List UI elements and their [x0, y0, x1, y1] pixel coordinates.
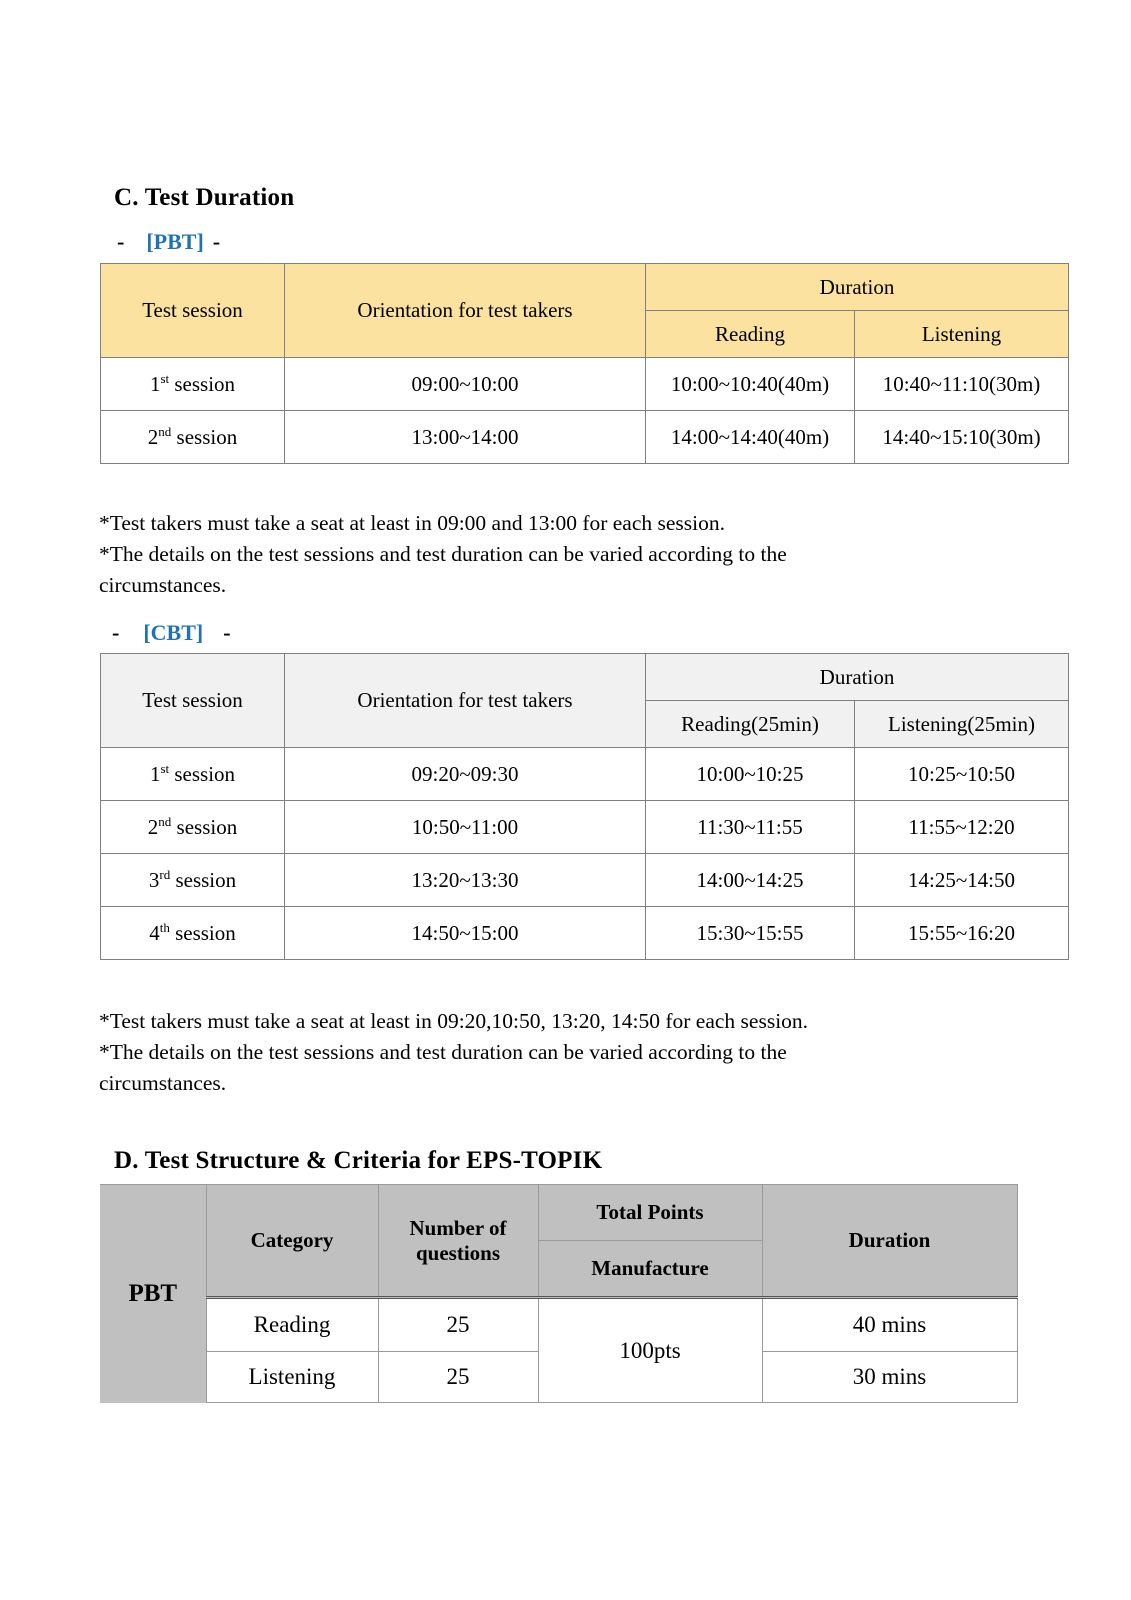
session-number: 2	[147, 814, 159, 839]
session-suffix: session	[171, 424, 238, 449]
cell-orientation: 14:50~15:00	[285, 907, 646, 960]
cell-session	[101, 411, 285, 464]
cell-duration: 40 mins	[762, 1298, 1017, 1352]
header-total-points: Total Points	[538, 1185, 762, 1241]
session-suffix: session	[171, 814, 238, 839]
table-row	[101, 854, 1069, 907]
cbt-tag: [CBT]	[143, 620, 204, 645]
cell-listening: 15:55~16:20	[855, 907, 1069, 960]
header-orientation: Orientation for test takers	[285, 654, 646, 748]
structure-criteria-table	[100, 1184, 1018, 1403]
pbt-schedule-table	[100, 263, 1069, 464]
pbt-label	[117, 229, 220, 255]
cell-session	[101, 907, 285, 960]
table-row	[101, 801, 1069, 854]
cell-category: Listening	[206, 1352, 378, 1403]
session-suffix: session	[170, 867, 237, 892]
cell-questions: 25	[378, 1298, 538, 1352]
cbt-dash-left: -	[112, 620, 120, 645]
cell-reading: 10:00~10:40(40m)	[646, 358, 855, 411]
cbt-schedule-table	[100, 653, 1069, 960]
header-reading: Reading	[646, 311, 855, 358]
session-suffix: session	[169, 920, 236, 945]
cell-session	[101, 748, 285, 801]
header-test-session: Test session	[101, 654, 285, 748]
cell-listening: 10:40~11:10(30m)	[855, 358, 1069, 411]
cell-listening: 14:25~14:50	[855, 854, 1069, 907]
cell-reading: 15:30~15:55	[646, 907, 855, 960]
header-number-of-questions	[378, 1185, 538, 1298]
header-duration: Duration	[762, 1185, 1017, 1298]
cell-orientation: 09:00~10:00	[285, 358, 646, 411]
cell-reading: 14:00~14:40(40m)	[646, 411, 855, 464]
table-row	[101, 358, 1069, 411]
cbt-note-line-1: *Test takers must take a seat at least in 09:20,10:50, 13:20, 14:50 for each session.	[99, 1009, 809, 1033]
header-reading: Reading(25min)	[646, 701, 855, 748]
cbt-note-line-2: *The details on the test sessions and test duration can be varied according to the	[99, 1040, 787, 1064]
session-ordinal: rd	[159, 866, 171, 882]
header-duration: Duration	[646, 654, 1069, 701]
header-manufacture: Manufacture	[538, 1241, 762, 1298]
header-category-label: Category	[250, 1228, 334, 1252]
pbt-note-line-2: *The details on the test sessions and test duration can be varied according to the	[99, 542, 787, 566]
session-ordinal: st	[160, 370, 170, 386]
cell-total-points: 100pts	[538, 1298, 762, 1403]
cell-orientation: 13:00~14:00	[285, 411, 646, 464]
session-ordinal: nd	[158, 813, 172, 829]
table-row	[101, 411, 1069, 464]
cell-reading: 14:00~14:25	[646, 854, 855, 907]
table-row	[101, 748, 1069, 801]
cell-orientation: 13:20~13:30	[285, 854, 646, 907]
cell-orientation: 10:50~11:00	[285, 801, 646, 854]
cell-session	[101, 358, 285, 411]
pbt-dash-left: -	[117, 229, 125, 254]
header-listening: Listening(25min)	[855, 701, 1069, 748]
cell-orientation: 09:20~09:30	[285, 748, 646, 801]
session-number: 1	[149, 371, 161, 396]
header-orientation: Orientation for test takers	[285, 264, 646, 358]
session-suffix: session	[169, 371, 236, 396]
cell-questions: 25	[378, 1352, 538, 1403]
pbt-note-line-1: *Test takers must take a seat at least in 09:00 and 13:00 for each session.	[99, 511, 726, 535]
session-number: 2	[147, 424, 159, 449]
session-ordinal: st	[160, 760, 170, 776]
session-ordinal: nd	[158, 423, 172, 439]
cbt-note-line-3: circumstances.	[99, 1071, 227, 1095]
header-listening: Listening	[855, 311, 1069, 358]
session-suffix: session	[169, 761, 236, 786]
pbt-tag: [PBT]	[146, 229, 204, 254]
cell-category: Reading	[206, 1298, 378, 1352]
section-c-heading: C. Test Duration	[114, 184, 295, 211]
cell-session	[101, 801, 285, 854]
cell-listening: 11:55~12:20	[855, 801, 1069, 854]
session-number: 1	[149, 761, 161, 786]
table-header-row	[100, 1185, 1017, 1241]
header-questions-line-1: Number of	[409, 1215, 507, 1240]
header-duration: Duration	[646, 264, 1069, 311]
cell-duration: 30 mins	[762, 1352, 1017, 1403]
table-header-row	[101, 264, 1069, 311]
header-test-session: Test session	[101, 264, 285, 358]
section-d-heading: D. Test Structure & Criteria for EPS-TOPIK	[114, 1147, 603, 1174]
pbt-notes	[99, 508, 929, 601]
table-header-row	[101, 654, 1069, 701]
cell-test-type: PBT	[100, 1185, 206, 1403]
cbt-notes	[99, 1006, 929, 1099]
header-category	[206, 1185, 378, 1298]
cell-listening: 10:25~10:50	[855, 748, 1069, 801]
table-row	[101, 907, 1069, 960]
cbt-dash-right: -	[223, 620, 231, 645]
cell-listening: 14:40~15:10(30m)	[855, 411, 1069, 464]
header-questions-line-2: questions	[415, 1240, 501, 1265]
cell-reading: 11:30~11:55	[646, 801, 855, 854]
session-number: 3	[148, 867, 160, 892]
pbt-dash-right: -	[212, 229, 221, 254]
table-row	[100, 1298, 1017, 1352]
cell-session	[101, 854, 285, 907]
session-number: 4	[149, 920, 160, 945]
session-ordinal: th	[159, 919, 170, 935]
cell-reading: 10:00~10:25	[646, 748, 855, 801]
pbt-note-line-3: circumstances.	[99, 573, 227, 597]
cbt-label	[112, 620, 231, 646]
